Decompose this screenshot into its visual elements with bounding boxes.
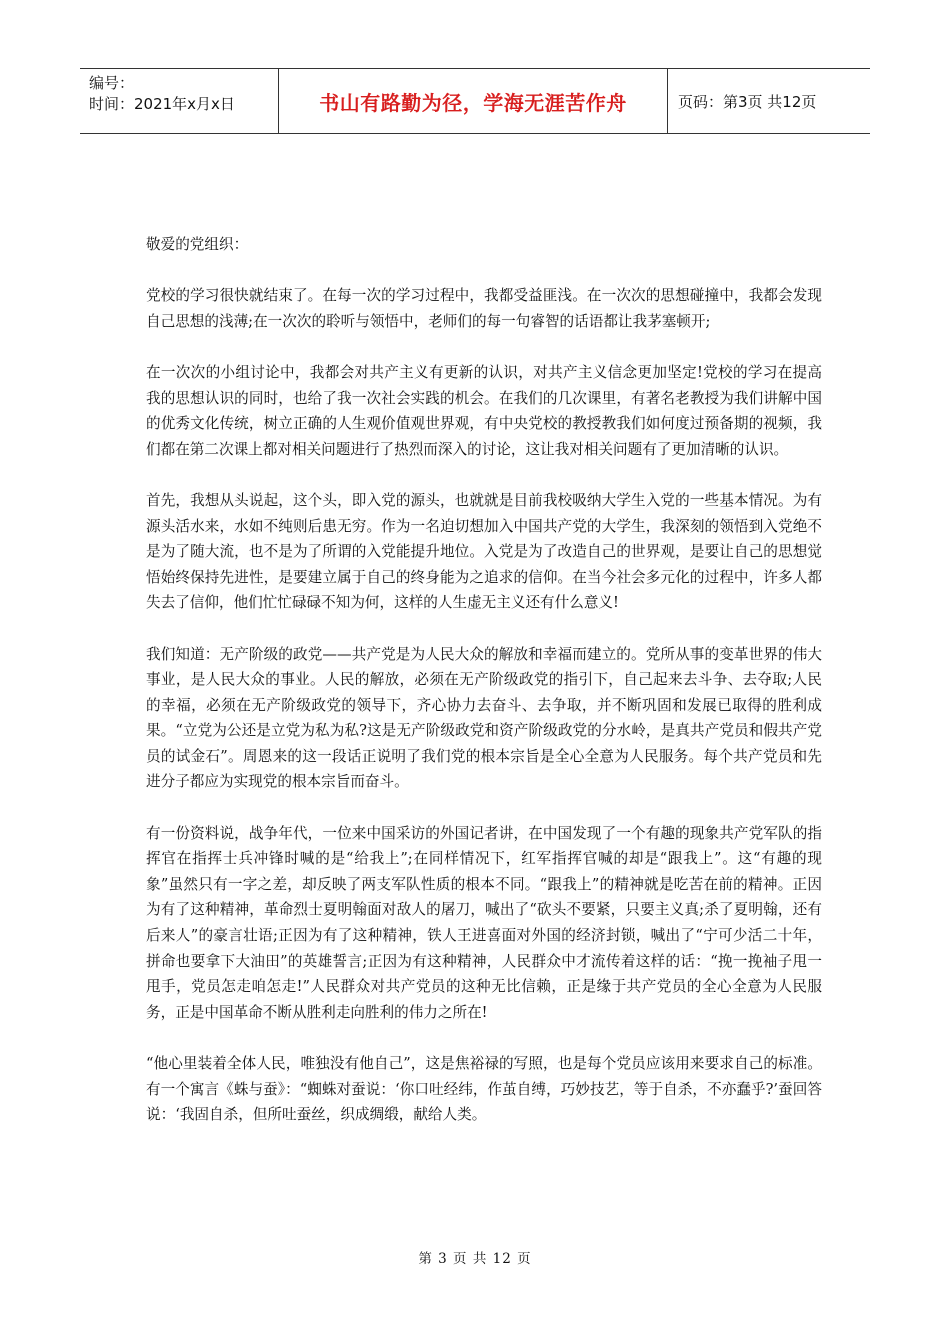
header-motto: 书山有路勤为径，学海无涯苦作舟 (278, 69, 668, 133)
header-page-info: 页码：第3页 共12页 (678, 92, 817, 111)
paragraph-2: 在一次次的小组讨论中，我都会对共产主义有更新的认识，对共产主义信念更加坚定!党校的学习在提高我的思想认识的同时，也给了我一次社会实践的机会。在我们的几次课里，有著名老教授为我们讲解中国的优秀文化传统，树立正确的人生观价值观世界观，有中央党校的教授教我们如何度过预备期的视频，我们都在第二次课上都对相关问题进行了热烈而深入的讨论，这让我对相关问题有了更加清晰的认识。 (146, 363, 822, 458)
document-body (146, 232, 822, 1128)
paragraph-6: “他心里装着全体人民，唯独没有他自己”，这是焦裕禄的写照，也是每个党员应该用来要求自己的标准。有一个寓言《蛛与蚕》：“蜘蛛对蚕说：‘你口吐经纬，作茧自缚，巧妙技艺，等于自杀，不亦蠢乎?’蚕回答说：‘我固自杀，但所吐蚕丝，织成绸缎，献给人类。 (146, 1055, 822, 1124)
paragraph-1: 党校的学习很快就结束了。在每一次的学习过程中，我都受益匪浅。在一次次的思想碰撞中，我都会发现自己思想的浅薄;在一次次的聆听与领悟中，老师们的每一句睿智的话语都让我茅塞顿开; (146, 287, 822, 330)
doc-number-label: 编号： (89, 74, 135, 92)
paragraph-4: 我们知道：无产阶级的政党——共产党是为人民大众的解放和幸福而建立的。党所从事的变革世界的伟大事业，是人民大众的事业。人民的解放，必须在无产阶级政党的指引下，自己起来去斗争、去夺取;人民的幸福，必须在无产阶级政党的领导下，齐心协力去奋斗、去争取，并不断巩固和发展已取得的胜利成果。“立党为公还是立党为私为私?这是无产阶级政党和资产阶级政党的分水岭，是真共产党员和假共产党员的试金石”。周恩来的这一段话正说明了我们党的根本宗旨是全心全意为人民服务。每个共产党员和先进分子都应为实现党的根本宗旨而奋斗。 (146, 645, 822, 791)
header-meta (80, 69, 278, 133)
paragraph-5: 有一份资料说，战争年代，一位来中国采访的外国记者讲，在中国发现了一个有趣的现象共产党军队的指挥官在指挥士兵冲锋时喊的是“给我上”;在同样情况下，红军指挥官喊的却是“跟我上”。这“有趣的现象”虽然只有一字之差，却反映了两支军队性质的根本不同。“跟我上”的精神就是吃苦在前的精神。正因为有了这种精神，革命烈士夏明翰面对敌人的屠刀，喊出了“砍头不要紧，只要主义真;杀了夏明翰，还有后来人”的豪言壮语;正因为有了这种精神，铁人王进喜面对外国的经济封锁，喊出了“宁可少活二十年，拼命也要拿下大油田”的英雄誓言;正因为有这种精神，人民群众中才流传着这样的话：“挽一挽袖子甩一甩手，党员怎走咱怎走!”人民群众对共产党员的这种无比信赖，正是缘于共产党员的全心全意为人民服务，正是中国革命不断从胜利走向胜利的伟力之所在! (146, 824, 822, 1021)
page-footer: 第 3 页 共 12 页 (418, 1251, 532, 1267)
paragraph-3: 首先，我想从头说起，这个头，即入党的源头，也就就是目前我校吸纳大学生入党的一些基本情况。为有源头活水来，水如不纯则后患无穷。作为一名迫切想加入中国共产党的大学生，我深刻的领悟到入党绝不是为了随大流，也不是为了所谓的入党能提升地位。入党是为了改造自己的世界观，是要让自己的思想觉悟始终保持先进性，是要建立属于自己的终身能为之追求的信仰。在当今社会多元化的过程中，许多人都失去了信仰，他们忙忙碌碌不知为何，这样的人生虚无主义还有什么意义! (146, 491, 822, 612)
date-label: 时间：2021年x月x日 (89, 95, 235, 113)
page-header (80, 68, 870, 134)
salutation: 敬爱的党组织： (146, 236, 249, 253)
